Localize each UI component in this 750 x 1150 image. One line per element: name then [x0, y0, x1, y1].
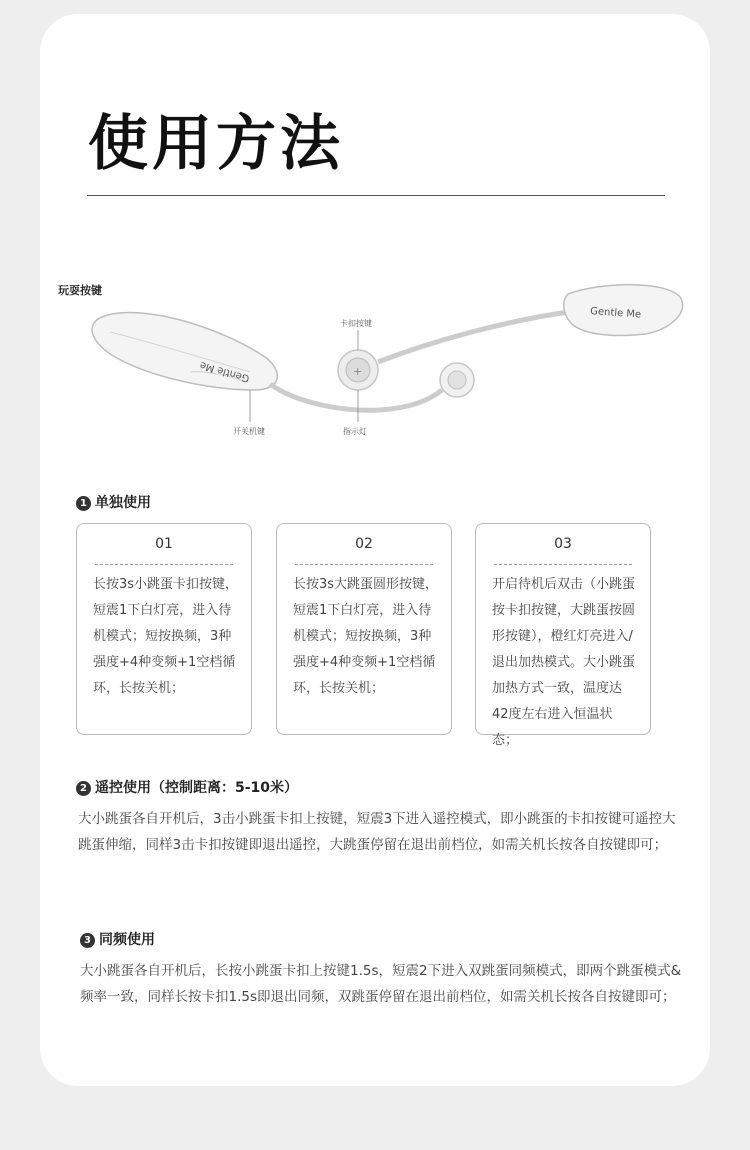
- section3-description: 大小跳蛋各自开机后，长按小跳蛋卡扣上按键1.5s，短震2下进入双跳蛋同频模式，即两个跳蛋模式&频率一致，同样长按卡扣1.5s即退出同频，双跳蛋停留在退出前档位，如需关机长按各自按键即可；: [80, 963, 682, 1005]
- step-divider: [295, 564, 433, 565]
- step-number: 02: [355, 536, 373, 552]
- callout-clip-button: 卡扣按键: [340, 319, 372, 328]
- clip-button-illustration: [338, 350, 378, 390]
- section1-number-badge: 1: [76, 496, 91, 511]
- step-description: 长按3s小跳蛋卡扣按键，短震1下白灯亮，进入待机模式；短按换频，3种强度+4种变频+1空档循环，长按关机；: [93, 577, 239, 696]
- brand-text-left: Gentle Me: [198, 359, 251, 384]
- callout-power-button: 开关机键: [233, 427, 265, 436]
- step-card-03: [475, 523, 651, 748]
- title-divider: [87, 195, 665, 196]
- step-card-02: [276, 523, 452, 735]
- section2-title: 遥控使用（控制距离：5-10米）: [95, 780, 299, 796]
- callout-indicator: 指示灯: [343, 427, 367, 436]
- section1-heading: [76, 493, 151, 513]
- step-number: 03: [554, 536, 572, 552]
- section2-number-badge: 2: [76, 781, 91, 796]
- step-number: 01: [155, 536, 173, 552]
- step-description: 长按3s大跳蛋圆形按键，短震1下白灯亮，进入待机模式；短按换频，3种强度+4种变频+1空档循环，长按关机；: [293, 577, 439, 696]
- section3-title: 同频使用: [99, 932, 155, 948]
- round-button-illustration: [440, 363, 474, 397]
- section3-heading: [80, 930, 155, 950]
- page-title: 使用方法: [88, 109, 344, 179]
- step-description: 开启待机后双击（小跳蛋按卡扣按键，大跳蛋按圆形按键），橙红灯亮进入/退出加热模式。大小跳蛋加热方式一致，温度达42度左右进入恒温状态；: [492, 577, 636, 748]
- section3-number-badge: 3: [80, 933, 95, 948]
- product-diagram: [80, 272, 700, 457]
- section2-description: 大小跳蛋各自开机后，3击小跳蛋卡扣上按键，短震3下进入遥控模式，即小跳蛋的卡扣按键可遥控大跳蛋伸缩，同样3击卡扣按键即退出遥控，大跳蛋停留在退出前档位，如需关机长按各自按键即可；: [78, 811, 676, 853]
- section1-title: 单独使用: [95, 495, 151, 511]
- step-divider: [494, 564, 632, 565]
- step-card-01: [76, 523, 252, 735]
- brand-text-right: Gentle Me: [589, 306, 642, 321]
- diagram-label: 玩耍按键: [58, 284, 102, 297]
- step-divider: [95, 564, 233, 565]
- section2-heading: [76, 778, 298, 798]
- svg-text:+: +: [353, 365, 363, 378]
